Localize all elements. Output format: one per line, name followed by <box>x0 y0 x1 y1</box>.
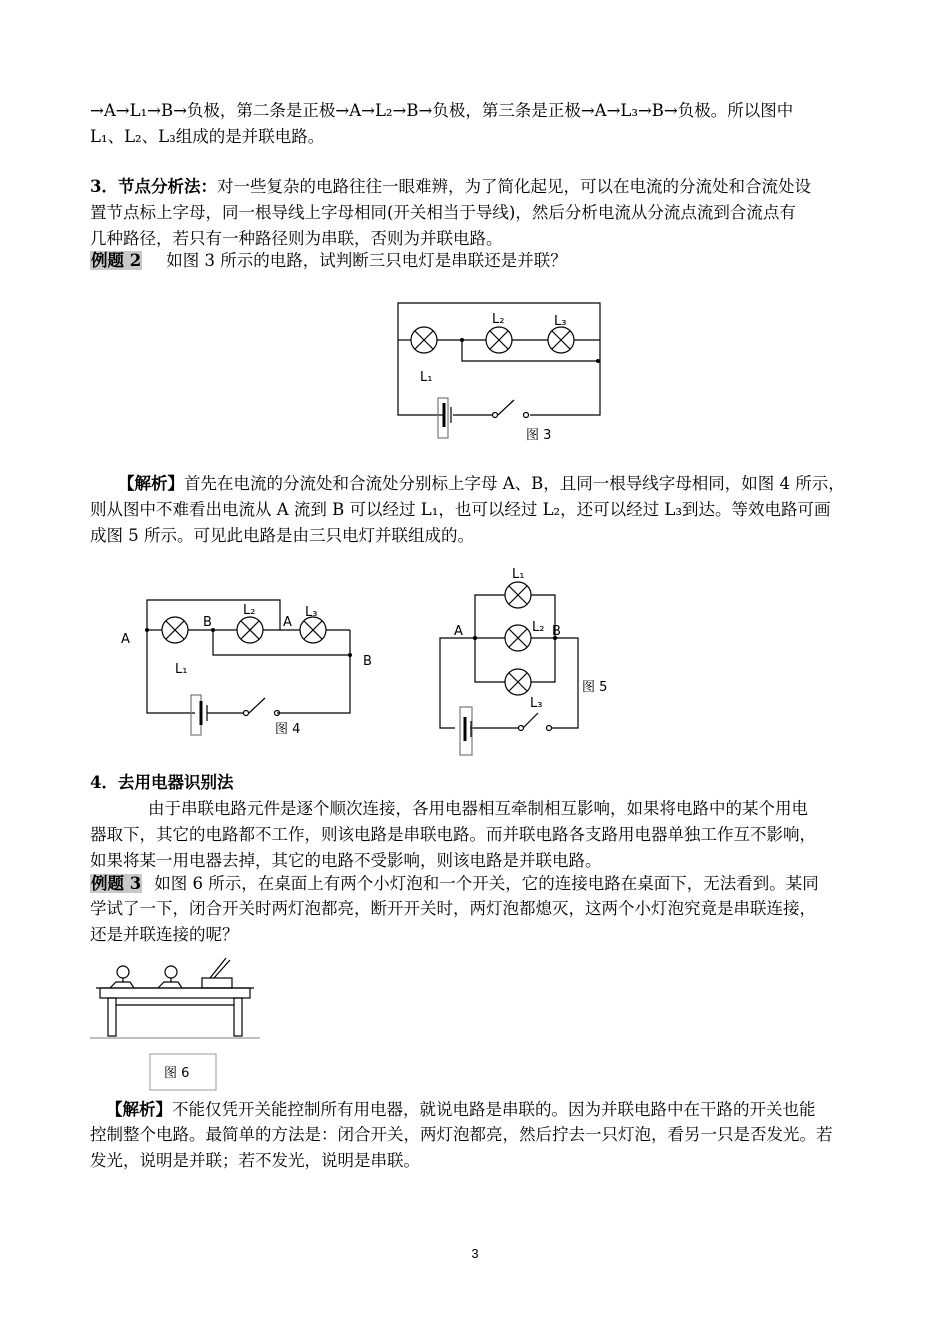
analysis-label: 【解析】 <box>106 1100 172 1119</box>
lamp-label: L₂ <box>243 603 256 618</box>
text-span: 不能仅凭开关能控制所有用电器，就说电路是串联的。因为并联电路中在干路的开关也能 <box>172 1100 816 1119</box>
text-span: 首先在电流的分流处和合流处分别标上字母 A、B，且同一根导线字母相同，如图 4 所示， <box>184 474 845 493</box>
example-2-line <box>90 248 567 274</box>
figure-caption: 图 3 <box>526 428 552 443</box>
analysis-line <box>106 1097 816 1123</box>
lamp-label: L₂ <box>492 312 505 327</box>
section-title: 4．去用电器识别法 <box>90 773 234 792</box>
node-label: B <box>203 615 212 630</box>
example-label: 例题 2 <box>91 251 142 270</box>
text-line: 则从图中不难看出电流从 A 流到 B 可以经过 L₁，也可以经过 L₂，还可以经过 L₃到达。等效电路可画 <box>90 500 831 519</box>
node-label: A <box>454 624 463 639</box>
text-line: 还是并联连接的呢？ <box>90 925 239 944</box>
figure-5-circuit <box>430 565 630 760</box>
figure-caption: 图 5 <box>582 680 608 695</box>
figure-6 <box>90 950 260 1090</box>
lamp-label: L₁ <box>175 662 188 677</box>
text-span: 如图 3 所示的电路，试判断三只电灯是串联还是并联？ <box>166 251 567 270</box>
section-3-line <box>90 174 811 200</box>
text-line: 几种路径，若只有一种路径则为串联，否则为并联电路。 <box>90 229 503 248</box>
text-span: 对一些复杂的电路往往一眼难辨，为了简化起见，可以在电流的分流处和合流处设 <box>216 177 811 196</box>
figure-4 <box>115 595 372 745</box>
node-label: B <box>552 624 561 639</box>
text-line: 控制整个电路。最简单的方法是：闭合开关，两灯泡都亮，然后拧去一只灯泡，看另一只是否发光。若 <box>90 1125 833 1144</box>
figure-3 <box>380 295 610 445</box>
text-line: →A→L₁→B→负极，第二条是正极→A→L₂→B→负极，第三条是正极→A→L₃→B→负极。所以图中 <box>90 101 794 120</box>
lamp-label: L₂ <box>532 620 545 635</box>
figure-6-drawing <box>90 950 260 1090</box>
text-line: 成图 5 所示。可见此电路是由三只电灯并联组成的。 <box>90 526 474 545</box>
example-3-line <box>90 871 819 897</box>
figure-caption: 图 4 <box>275 722 301 737</box>
analysis-line <box>118 471 845 497</box>
lamp-label: L₁ <box>512 567 525 582</box>
text-line: 由于串联电路元件是逐个顺次连接，各用电器相互牵制相互影响，如果将电路中的某个用电 <box>148 799 808 818</box>
text-line: 如果将某一用电器去掉，其它的电路不受影响，则该电路是并联电路。 <box>90 851 602 870</box>
text-line: 置节点标上字母，同一根导线上字母相同(开关相当于导线)，然后分析电流从分流点流到合流点有 <box>90 203 796 222</box>
text-line: L₁、L₂、L₃组成的是并联电路。 <box>90 127 325 146</box>
lamp-label: L₃ <box>305 605 318 620</box>
figure-4-circuit <box>115 595 372 745</box>
text-line: 器取下，其它的电路都不工作，则该电路是串联电路。而并联电路各支路用电器单独工作互不影响， <box>90 825 816 844</box>
lamp-label: L₃ <box>554 314 567 329</box>
lamp-label: L₁ <box>420 370 433 385</box>
figure-3-circuit <box>380 295 610 445</box>
node-label: B <box>363 654 372 669</box>
analysis-label: 【解析】 <box>118 474 184 493</box>
section-title: 3．节点分析法： <box>90 177 217 196</box>
text-line: 学试了一下，闭合开关时两灯泡都亮，断开开关时，两灯泡都熄灭，这两个小灯泡究竟是串联连接， <box>90 899 816 918</box>
lamp-label: L₃ <box>530 696 543 711</box>
figure-5 <box>430 565 630 760</box>
text-line: 发光，说明是并联；若不发光，说明是串联。 <box>90 1151 420 1170</box>
example-label: 例题 3 <box>91 874 142 893</box>
text-span: 如图 6 所示，在桌面上有两个小灯泡和一个开关，它的连接电路在桌面下，无法看到。某同 <box>154 874 819 893</box>
node-label: A <box>283 615 292 630</box>
page-number: 3 <box>471 1246 479 1261</box>
figure-caption: 图 6 <box>164 1066 190 1081</box>
node-label: A <box>121 632 130 647</box>
